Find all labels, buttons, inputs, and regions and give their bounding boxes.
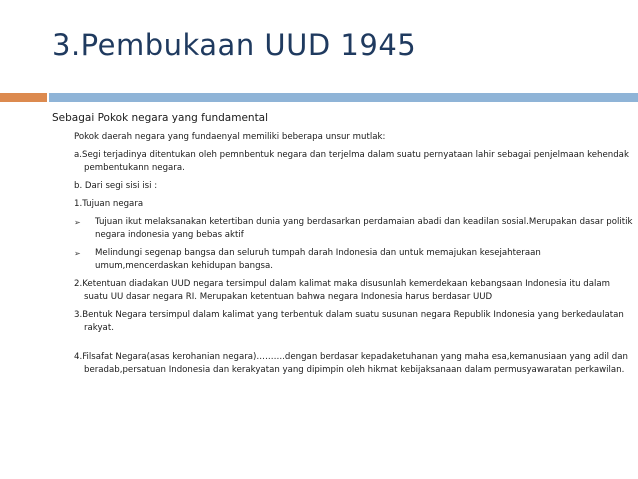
list-item: 1.Tujuan negara xyxy=(74,199,144,209)
section-heading: Sebagai Pokok negara yang fundamental xyxy=(52,112,269,124)
list-item: 4.Filsafat Negara(asas kerohanian negara)……….dengan berdasar kepadaketuhanan yang maha esa,kemanusiaan yang adil dan beradab,persatuan Indonesia dan kerakyatan yang dipimpin oleh hikmat kebijaksanaan dalam permusyawaratan perkawilan. xyxy=(74,352,628,375)
arrow-bullet-icon: ➢ xyxy=(74,218,81,227)
spacer xyxy=(52,340,634,351)
arrow-list-item xyxy=(74,216,634,242)
accent-bar-orange xyxy=(0,93,47,102)
list-item: a.Segi terjadinya ditentukan oleh pemnbentuk negara dan terjelma dalam suatu pernyataan lahir sebagai penjelmaan kehendak pembentukann negara. xyxy=(74,150,629,173)
slide-content xyxy=(52,112,634,382)
arrow-item-text: Tujuan ikut melaksanakan ketertiban dunia yang berdasarkan perdamaian abadi dan keadilan sosial.Merupakan dasar politik negara indonesia yang bebas aktif xyxy=(95,217,633,240)
arrow-bullet-icon: ➢ xyxy=(74,249,81,258)
list-item: Pokok daerah negara yang fundaenyal memiliki beberapa unsur mutlak: xyxy=(74,132,386,142)
arrow-item-text: Melindungi segenap bangsa dan seluruh tumpah darah Indonesia dan untuk memajukan kesejahteraan umum,mencerdaskan kehidupan bangsa. xyxy=(95,248,541,271)
arrow-list-item xyxy=(74,247,634,273)
accent-bar-blue xyxy=(49,93,638,102)
list-item: 3.Bentuk Negara tersimpul dalam kalimat yang terbentuk dalam suatu susunan negara Republik Indonesia yang berkedaulatan rakyat. xyxy=(74,310,624,333)
slide-title: 3.Pembukaan UUD 1945 xyxy=(52,28,417,62)
list-item: b. Dari segi sisi isi : xyxy=(74,181,158,191)
list-item: 2.Ketentuan diadakan UUD negara tersimpul dalam kalimat maka disusunlah kemerdekaan kebangsaan Indonesia itu dalam suatu UU dasar negara RI. Merupakan ketentuan bahwa negara Indonesia harus berdasar UUD xyxy=(74,279,611,302)
